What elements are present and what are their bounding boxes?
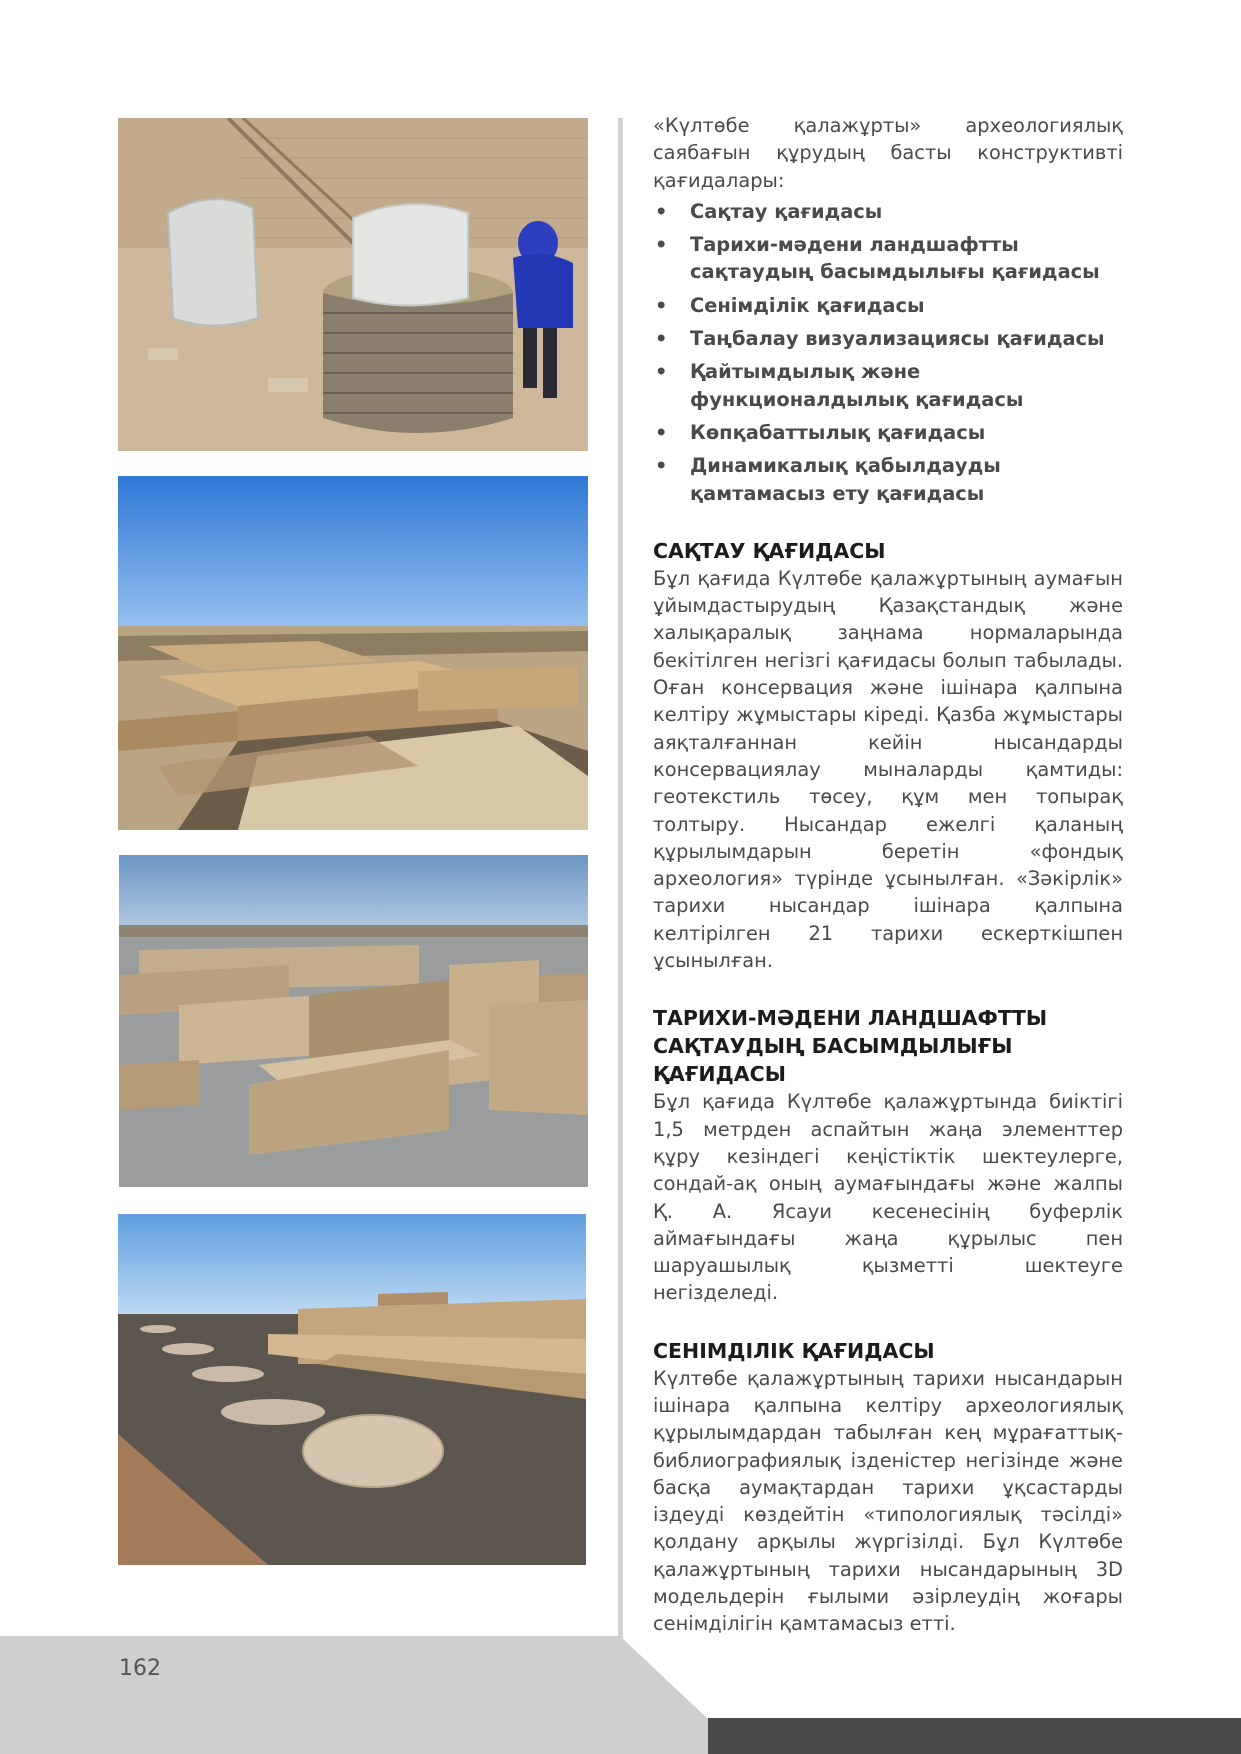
footer-dark-bar (708, 1718, 1241, 1754)
list-item: • Сенімділік қағидасы (653, 292, 1123, 319)
list-item: • Динамикалық қабылдауды қамтамасыз ету қағидасы (653, 452, 1123, 507)
section-body: Бұл қағида Күлтөбе қалажұртында биіктігі 1,5 метрден аспайтын жаңа элементтер құру кезіндегі кеңістіктік шектеулерге, сондай-ақ оның аумағындағы және жалпы Қ. А. Ясауи кесенесінің буферлік аймағындағы жаңа құрылыс пен шаруашылық қызметті шектеуге негізделеді. (653, 1090, 1123, 1305)
principles-list (653, 198, 1123, 507)
list-item: • Қайтымдылық және функционалдылық қағидасы (653, 358, 1123, 413)
section-preservation (653, 537, 1123, 974)
page-number: 162 (119, 1656, 161, 1681)
section-body: Бұл қағида Күлтөбе қалажұртының аумағын ұйымдастырудың Қазақстандық және халықаралық заңнама нормаларында бекітілген негізгі қағидасы болып табылады. Оған консервация және ішінара қалпына келтіру жұмыстары кіреді. Қазба жұмыстары аяқталғаннан кейін нысандарды консервациялау мыналарды қамтиды: геотекстиль төсеу, құм мен топырақ толтыру. Нысандар ежелгі қаланың құрылымдарын беретін «фондық археология» түрінде ұсынылған. «Зәкірлік» тарихи нысандар ішінара қалпына келтірілген 21 тарихи ескерткішпен ұсынылған. (653, 566, 1123, 973)
photo-excavated-walls (118, 476, 588, 830)
list-item: • Таңбалау визуализациясы қағидасы (653, 325, 1123, 352)
text-column (653, 112, 1123, 1638)
section-heading: ТАРИХИ-МӘДЕНИ ЛАНДШАФТТЫ САҚТАУДЫҢ БАСЫМДЫЛЫҒЫ ҚАҒИДАСЫ (653, 1006, 1048, 1087)
section-reliability (653, 1337, 1123, 1638)
section-body: Күлтөбе қалажұртының тарихи нысандарын ішінара қалпына келтіру археологиялық құрылымдардан табылған кең мұрағаттық-библиографиялық ізденістер негізінде және басқа аумақтардан тарихи ұқсастарды іздеуді көздейтін «типологиялық тәсілді» қолдану арқылы жүргізілді. Бұл Күлтөбе қалажұртының тарихи нысандарының 3D модельдерін ғылыми әзірлеудің жоғары сенімділігін қамтамасыз етті. (653, 1366, 1123, 1636)
section-heading: САҚТАУ ҚАҒИДАСЫ (653, 538, 886, 563)
intro-paragraph: «Күлтөбе қалажұрты» археологиялық саябағын құрудың басты конструктивті қағидалары: (653, 114, 1123, 192)
list-item: • Сақтау қағидасы (653, 198, 1123, 225)
column-divider (618, 118, 623, 1638)
photo-round-platforms (118, 1214, 586, 1565)
photo-restored-clay-walls (119, 855, 588, 1187)
section-heading: СЕНІМДІЛІК ҚАҒИДАСЫ (653, 1338, 935, 1363)
list-item: • Көпқабаттылық қағидасы (653, 419, 1123, 446)
list-item: • Тарихи-мәдени ландшафтты сақтаудың басымдылығы қағидасы (653, 231, 1123, 286)
section-landscape-priority (653, 1004, 1123, 1306)
photo-round-brick-structure (118, 118, 588, 451)
